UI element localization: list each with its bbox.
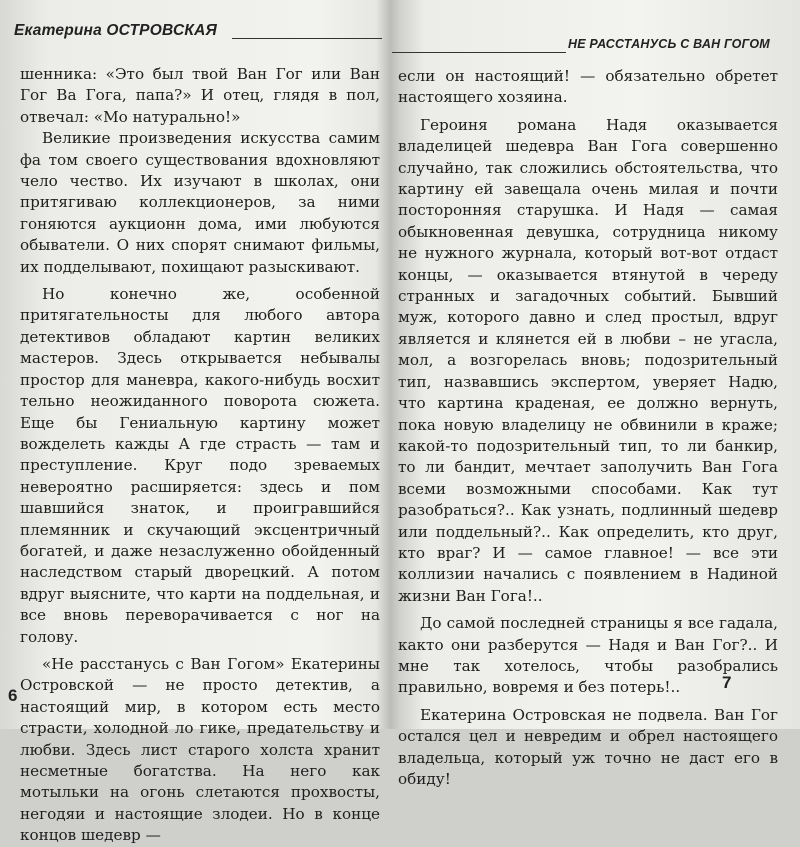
right-header-rule xyxy=(392,52,566,53)
left-running-head: Екатерина ОСТРОВСКАЯ xyxy=(14,22,217,39)
right-paragraph-1: если он настоящий! — обязательно обретет настоящего хозяина. xyxy=(398,67,778,107)
right-page-number: 7 xyxy=(722,673,732,692)
right-paragraph-3: До самой последней страницы я все гадала, както они разберутся — Надя и Ван Гог?.. И мне так хотелось, чтобы разобрались правильно, вовремя и без потерь!.. xyxy=(398,614,778,697)
left-paragraph-2: Великие произведения искусства самим фа том своего существования вдохновляют чело чество. Их изучают в школах, они притягиваю коллекционеров, за ними гоняются аукционн дома, ими любуются обыватели. О них спорят снимают фильмы, их подделывают, похищают разыскивают. xyxy=(20,129,380,276)
right-running-head: НЕ РАССТАНУСЬ С ВАН ГОГОМ xyxy=(568,37,770,51)
right-paragraph-2: Героиня романа Надя оказывается владелицей шедевра Ван Гога совершенно случайно, так сложились обстоятельства, что картину ей завещала очень милая и почти посторонняя старушка. И Надя — самая обыкновенная девушка, сотрудница никому не нужного журнала, который вот-вот отдаст концы, — оказывается втянутой в череду странных и загадочных событий. Бывший муж, которого давно и след простыл, вдруг является и клянется ей в любви – не угасла, мол, а возгорелась вновь; подозрительный тип, назвавшись экспертом, уверяет Надю, что картина краденая, ее должно вернуть, пока новую владелицу не обвинили в краже; какой-то подозрительный тип, то ли банкир, то ли бандит, мечтает заполучить Ван Гога всеми возможными способами. Как тут разобраться?.. Как узнать, подлинный шедевр или поддельный?.. Как определить, кто друг, кто враг? И — самое главное! — все эти коллизии начались с появлением в Надиной жизни Ван Гога!.. xyxy=(398,115,778,605)
left-page xyxy=(0,0,382,845)
left-page-text xyxy=(20,64,380,845)
left-page-number: 6 xyxy=(8,686,18,705)
right-page xyxy=(388,0,800,788)
left-paragraph-4: «Не расстанусь с Ван Гогом» Екатерины Островской — не просто детектив, а настоящий мир, в котором есть место страсти, холодной ло гике, предательству и любви. Здесь лист старого холста хранит несметные богатства. На него как мотыльки на огонь слетаются прохвосты, негодяи и настоящие злодеи. Но в конце концов шедевр — xyxy=(20,654,380,845)
right-paragraph-4: Екатерина Островская не подвела. Ван Гог остался цел и невредим и обрел настоящего владельца, который уж точно не даст его в обиду! xyxy=(398,705,778,788)
right-page-text xyxy=(398,66,778,790)
left-paragraph-1: шенника: «Это был твой Ван Гог или Ван Гог Ва Гога, папа?» И отец, глядя в пол, отвечал: «Мо натурально!» xyxy=(20,65,380,126)
left-header-rule xyxy=(232,38,382,39)
left-paragraph-3: Но конечно же, особенной притягательносты для любого автора детективов обладают картин великих мастеров. Здесь открывается небывалы простор для маневра, какого-нибудь восхит тельно неожиданного поворота сюжета. Еще бы Гениальную картину может вожделеть кажды А где страсть — там и преступление. Круг подо зреваемых невероятно расширяется: здесь и пом шавшийся знаток, и проигравшийся племянник и скучающий эксцентричный богатей, и даже незаслуженно обойденный наследством старый дворецкий. А потом вдруг выясните, что карти на поддельная, и все вновь переворачивается с ног на голову. xyxy=(20,285,380,646)
